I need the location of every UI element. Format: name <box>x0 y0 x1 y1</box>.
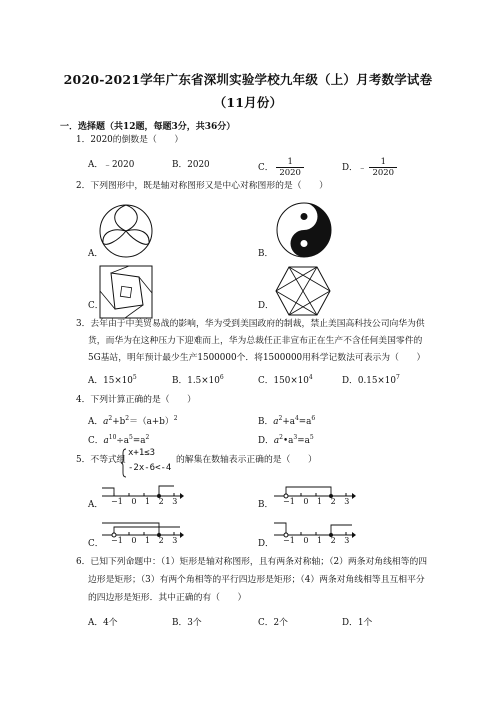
q4-option-a: A．$a^2+b^2=(a+b)^2$ <box>88 415 178 427</box>
q5-option-c: C． <box>88 539 104 549</box>
fraction-denominator: 2020 <box>279 168 301 178</box>
q6-line2: 边形是矩形；（3）有两个角相等的平行四边形是矩形；（4）两条对角线相等且互相平分 <box>88 575 425 585</box>
q5-option-d: D． <box>258 539 274 549</box>
q6-line3: 的四边形是矩形．其中正确的有（ ） <box>88 593 247 603</box>
yin-yang-figure <box>275 201 333 259</box>
three-petal-circle-figure <box>98 203 154 259</box>
q1-option-c-label: C． <box>258 163 274 173</box>
q2-option-c: C． <box>88 301 104 311</box>
q5-prefix: 5．不等式组 <box>76 455 126 465</box>
q5-ticks-d: −1 0 1 2 3 <box>283 536 350 545</box>
q4-option-d: D．$a^2•a^3=a^5$ <box>258 434 314 446</box>
hexagon-figure <box>275 265 331 317</box>
q3-line3: 5G基站，明年预计最少生产1500000个．将1500000用科学记数法可表示为（ ） <box>88 353 426 363</box>
q4-option-b: B．$a^2+a^4=a^6$ <box>258 415 316 427</box>
q1-option-d-fraction <box>369 157 397 178</box>
q3-line1: 3．去年由于中美贸易战的影响，华为受到美国政府的制裁，禁止美国高科技公司向华为供 <box>76 319 425 329</box>
fraction-denominator: 2020 <box>372 168 395 178</box>
q3-option-a: A．$15\times 10^5$ <box>88 374 137 386</box>
q2-option-b: B． <box>258 249 274 259</box>
q1-option-c-fraction <box>276 157 304 178</box>
q2-stem: 2．下列图形中，既是轴对称图形又是中心对称图形的是（ ） <box>76 181 328 191</box>
pinwheel-square-figure <box>99 265 153 319</box>
q5-option-a: A． <box>88 500 104 510</box>
q1-option-c <box>258 157 304 178</box>
q3-option-c: C．$150\times 10^4$ <box>258 374 313 386</box>
exam-title-line2: （11月份） <box>213 95 283 110</box>
q6-option-c: C．2个 <box>258 618 288 628</box>
q1-option-d-label: D．﹣ <box>342 163 367 173</box>
q2-option-a: A． <box>88 249 104 259</box>
system-brace-icon <box>121 448 127 478</box>
q6-option-d: D．1个 <box>342 618 373 628</box>
fraction-numerator: 1 <box>276 157 304 168</box>
q4-stem: 4．下列计算正确的是（ ） <box>76 395 196 405</box>
q1-option-a: A．﹣2020 <box>88 160 135 170</box>
q2-option-d: D． <box>258 301 274 311</box>
q5-option-b: B． <box>258 500 274 510</box>
q5-ticks-b: −1 0 1 2 3 <box>283 497 350 506</box>
q1-option-b: B．2020 <box>172 160 210 170</box>
q5-ticks-a: −1 0 1 2 3 <box>111 497 178 506</box>
q6-option-b: B．3个 <box>172 618 202 628</box>
q1-stem: 1．2020的倒数是（ ） <box>76 135 184 145</box>
q4-option-c: C．$a^{10}\div a^5=a^2$ <box>88 434 150 446</box>
q3-line2: 货，而华为在这种压力下迎难而上，华为总裁任正非宣布正在生产不含任何美国零件的 <box>88 336 423 346</box>
q5-inequality-2: -2x-6<-4 <box>128 463 172 473</box>
section-heading: 一．选择题（共12题，每题3分，共36分） <box>60 122 236 132</box>
q6-option-a: A．4个 <box>88 618 118 628</box>
q3-option-b: B．$1.5\times 10^6$ <box>172 374 224 386</box>
fraction-numerator: 1 <box>369 157 397 168</box>
q3-option-d: D．$0.15\times 10^7$ <box>342 374 400 386</box>
exam-title-line1: 2020-2021学年广东省深圳实验学校九年级（上）月考数学试卷 <box>63 72 433 87</box>
q5-inequality-1: x+1≤3 <box>128 448 156 458</box>
q1-option-d <box>342 157 397 178</box>
q5-ticks-c: −1 0 1 2 3 <box>111 536 178 545</box>
q5-suffix: 的解集在数轴表示正确的是（ ） <box>176 455 317 465</box>
q6-line1: 6．已知下列命题中：（1）矩形是轴对称图形，且有两条对称轴；（2）两条对角线相等的四 <box>76 557 428 567</box>
